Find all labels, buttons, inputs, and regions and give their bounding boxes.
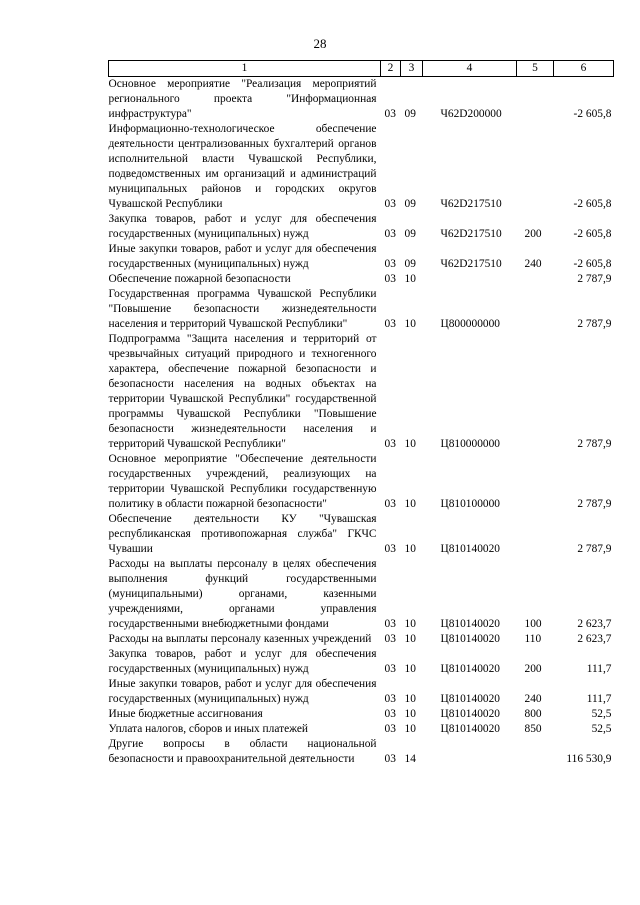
row-name-cell: Другие вопросы в области национальной безопасности и правоохранительной деятельности	[108, 738, 377, 765]
row-expense-type-cell: 200	[524, 228, 542, 240]
row-section-cell: 03	[384, 198, 396, 210]
page-number: 28	[313, 36, 327, 51]
row-target-article-cell: Ч62D217510	[440, 198, 502, 210]
row-expense-type-cell	[517, 737, 554, 767]
row-name-cell: Уплата налогов, сборов и иных платежей	[108, 723, 308, 735]
row-name-cell: Иные закупки товаров, работ и услуг для обеспечения государственных (муниципальных) нужд	[108, 678, 377, 705]
row-target-article-cell: Ц810140020	[440, 663, 500, 675]
row-target-article-cell: Ц810100000	[440, 498, 500, 510]
table-row	[109, 707, 614, 722]
row-target-article-cell: Ц810140020	[440, 633, 500, 645]
column-header-4: 4	[423, 61, 517, 77]
row-section-cell: 03	[384, 498, 396, 510]
row-name-cell: Обеспечение деятельности КУ "Чувашская республиканская противопожарная служба" ГКЧС Чувашии	[108, 513, 377, 555]
row-section-cell: 03	[384, 543, 396, 555]
table-row	[109, 287, 614, 332]
row-amount-cell: 2 787,9	[577, 438, 612, 450]
row-expense-type-cell	[517, 512, 554, 557]
row-target-article-cell: Ц810140020	[440, 723, 500, 735]
row-name-cell: Государственная программа Чувашской Республики "Повышение безопасности жизнедеятельности населения и территорий Чувашской Республики"	[108, 288, 377, 330]
row-amount-cell: 111,7	[586, 663, 612, 675]
row-subsection-cell: 10	[404, 318, 416, 330]
row-amount-cell: 2 787,9	[577, 498, 612, 510]
table-row	[109, 512, 614, 557]
budget-table	[108, 60, 614, 767]
row-subsection-cell: 09	[404, 228, 416, 240]
row-amount-cell: -2 605,8	[573, 198, 612, 210]
row-target-article-cell: Ч62D217510	[440, 258, 502, 270]
column-header-6: 6	[554, 61, 614, 77]
row-expense-type-cell	[517, 272, 554, 287]
row-section-cell: 03	[384, 108, 396, 120]
row-section-cell: 03	[384, 633, 396, 645]
row-target-article-cell: Ч62D217510	[440, 228, 502, 240]
table-row	[109, 272, 614, 287]
row-name-cell: Закупка товаров, работ и услуг для обеспечения государственных (муниципальных) нужд	[108, 213, 377, 240]
row-name-cell: Основное мероприятие "Реализация мероприятий регионального проекта "Информационная инфраструктура"	[108, 78, 377, 120]
row-subsection-cell: 10	[404, 693, 416, 705]
row-subsection-cell: 10	[404, 438, 416, 450]
row-name-cell: Основное мероприятие "Обеспечение деятельности государственных учреждений, реализующих на территории Чувашской Республики государственную политику в области пожарной безопасности"	[108, 453, 377, 510]
table-row	[109, 242, 614, 272]
row-target-article-cell: Ц810000000	[440, 438, 500, 450]
row-expense-type-cell: 100	[524, 618, 542, 630]
column-header-2: 2	[381, 61, 401, 77]
table-row	[109, 647, 614, 677]
header-row	[109, 61, 614, 77]
row-expense-type-cell	[517, 122, 554, 212]
row-target-article-cell: Ц810140020	[440, 708, 500, 720]
row-expense-type-cell: 240	[524, 693, 542, 705]
column-header-1: 1	[109, 61, 381, 77]
row-subsection-cell: 10	[404, 723, 416, 735]
row-target-article-cell: Ц800000000	[440, 318, 500, 330]
table-row	[109, 212, 614, 242]
row-name-cell: Информационно-технологическое обеспечение деятельности централизованных бухгалтерий органов исполнительной власти Чувашской Республики, подведомственных им организаций и администраций муниципальных районов и городских округов Чувашской Республики	[108, 123, 377, 210]
row-amount-cell: -2 605,8	[573, 108, 612, 120]
table-row	[109, 632, 614, 647]
row-target-article-cell: Ц810140020	[440, 693, 500, 705]
column-header-5: 5	[517, 61, 554, 77]
row-amount-cell: 2 623,7	[577, 618, 612, 630]
row-amount-cell: 2 787,9	[577, 318, 612, 330]
row-subsection-cell: 10	[404, 543, 416, 555]
row-amount-cell: 2 623,7	[577, 633, 612, 645]
row-expense-type-cell: 800	[524, 708, 542, 720]
row-subsection-cell: 10	[404, 663, 416, 675]
row-target-article-cell: Ц810140020	[440, 618, 500, 630]
column-header-3: 3	[401, 61, 423, 77]
row-section-cell: 03	[384, 723, 396, 735]
row-expense-type-cell	[517, 332, 554, 452]
row-section-cell: 03	[384, 753, 396, 765]
row-name-cell: Закупка товаров, работ и услуг для обеспечения государственных (муниципальных) нужд	[108, 648, 377, 675]
row-name-cell: Иные закупки товаров, работ и услуг для обеспечения государственных (муниципальных) нужд	[108, 243, 377, 270]
table-row	[109, 557, 614, 632]
row-section-cell: 03	[384, 258, 396, 270]
row-subsection-cell: 10	[404, 273, 416, 285]
row-section-cell: 03	[384, 228, 396, 240]
row-amount-cell: 2 787,9	[577, 273, 612, 285]
row-amount-cell: -2 605,8	[573, 258, 612, 270]
row-subsection-cell: 14	[404, 753, 416, 765]
row-name-cell: Расходы на выплаты персоналу казенных учреждений	[108, 633, 372, 645]
row-name-cell: Обеспечение пожарной безопасности	[108, 273, 291, 285]
row-section-cell: 03	[384, 693, 396, 705]
table-row	[109, 77, 614, 123]
row-section-cell: 03	[384, 618, 396, 630]
row-expense-type-cell: 200	[524, 663, 542, 675]
row-expense-type-cell	[517, 77, 554, 123]
row-expense-type-cell: 240	[524, 258, 542, 270]
row-target-article-cell: Ц810140020	[440, 543, 500, 555]
row-subsection-cell: 09	[404, 198, 416, 210]
table-row	[109, 677, 614, 707]
table-row	[109, 332, 614, 452]
row-expense-type-cell	[517, 287, 554, 332]
table-row	[109, 722, 614, 737]
row-target-article-cell: Ч62D200000	[440, 108, 502, 120]
row-name-cell: Расходы на выплаты персоналу в целях обеспечения выполнения функций государственными (муниципальными) органами, казенными учреждениями, органами управления государственными внебюджетными фондами	[108, 558, 377, 630]
table-row	[109, 737, 614, 767]
row-subsection-cell: 09	[404, 108, 416, 120]
row-section-cell: 03	[384, 273, 396, 285]
row-subsection-cell: 09	[404, 258, 416, 270]
row-amount-cell: -2 605,8	[573, 228, 612, 240]
row-subsection-cell: 10	[404, 498, 416, 510]
row-section-cell: 03	[384, 318, 396, 330]
row-expense-type-cell: 110	[524, 633, 542, 645]
row-amount-cell: 111,7	[586, 693, 612, 705]
row-expense-type-cell	[517, 452, 554, 512]
row-subsection-cell: 10	[404, 633, 416, 645]
row-amount-cell: 2 787,9	[577, 543, 612, 555]
table-row	[109, 452, 614, 512]
row-section-cell: 03	[384, 438, 396, 450]
row-amount-cell: 52,5	[591, 723, 612, 735]
row-expense-type-cell: 850	[524, 723, 542, 735]
row-section-cell: 03	[384, 663, 396, 675]
row-name-cell: Иные бюджетные ассигнования	[108, 708, 263, 720]
row-section-cell: 03	[384, 708, 396, 720]
table-row	[109, 122, 614, 212]
row-target-article-cell	[423, 272, 517, 287]
row-name-cell: Подпрограмма "Защита населения и территорий от чрезвычайных ситуаций природного и техногенного характера, обеспечение пожарной безопасности и безопасности населения на водных объектах на территории Чувашской Республики" государственной программы Чувашской Республики "Повышение безопасности жизнедеятельности населения и территорий Чувашской Республики"	[108, 333, 377, 450]
row-target-article-cell	[423, 737, 517, 767]
row-amount-cell: 52,5	[591, 708, 612, 720]
row-amount-cell: 116 530,9	[566, 753, 612, 765]
row-subsection-cell: 10	[404, 618, 416, 630]
row-subsection-cell: 10	[404, 708, 416, 720]
